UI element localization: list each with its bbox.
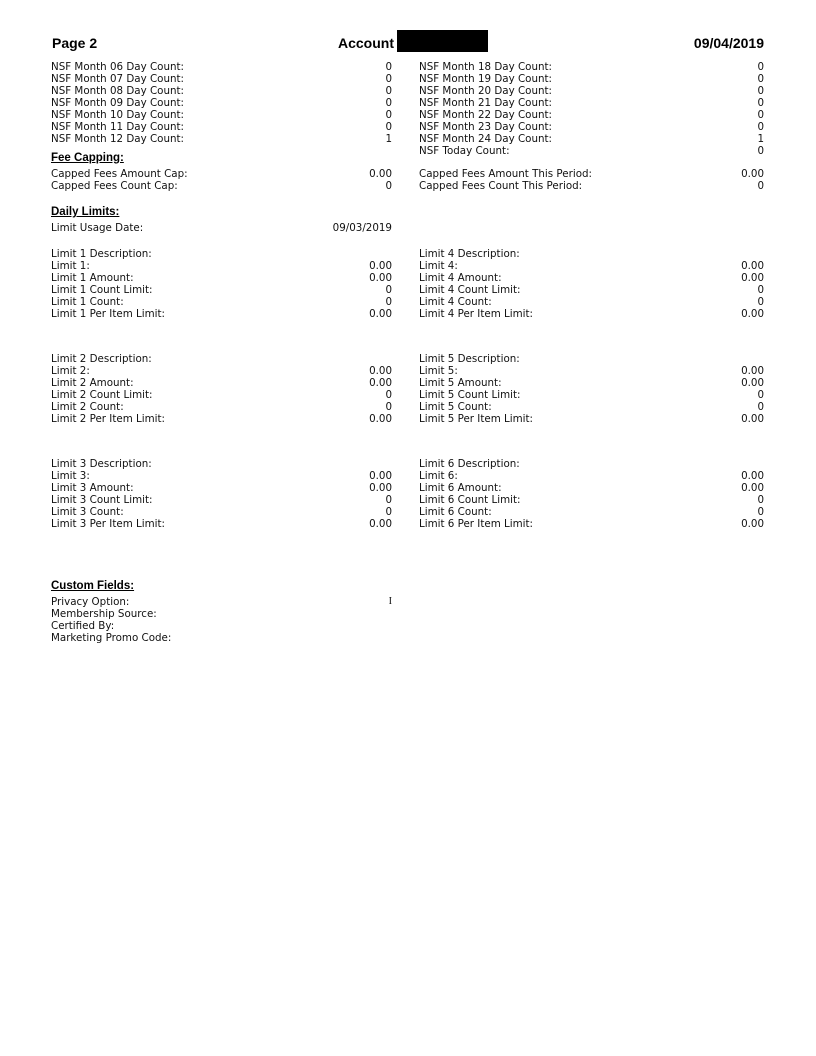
nsf-label: NSF Month 12 Day Count:: [51, 133, 185, 145]
fee-cap-period-label: Capped Fees Count This Period:: [419, 180, 583, 192]
limit-usage-date-value: 09/03/2019: [332, 222, 392, 234]
nsf-label: NSF Month 24 Day Count:: [419, 133, 553, 145]
limit-label: Limit 6 Count Limit:: [419, 494, 521, 506]
daily-limits-heading: Daily Limits:: [51, 206, 120, 218]
limit-label: Limit 2:: [51, 365, 90, 377]
limit-label: Limit 1 Amount:: [51, 272, 134, 284]
limit-label: Limit 4 Description:: [419, 248, 520, 260]
nsf-label: NSF Month 19 Day Count:: [419, 73, 553, 85]
limit-value: 0: [757, 494, 764, 506]
limit-label: Limit 2 Per Item Limit:: [51, 413, 166, 425]
limit-value: 0: [385, 284, 392, 296]
nsf-label: NSF Month 09 Day Count:: [51, 97, 185, 109]
nsf-value: 0: [757, 97, 764, 109]
custom-field-label: Privacy Option:: [51, 596, 130, 608]
nsf-value: 0: [385, 61, 392, 73]
limit-value: 0: [757, 296, 764, 308]
fee-cap-period-value: 0: [757, 180, 764, 192]
fee-cap-period-value: 0.00: [741, 168, 764, 180]
nsf-label: NSF Month 06 Day Count:: [51, 61, 185, 73]
account-label: Account: [338, 35, 394, 51]
custom-field-label: Certified By:: [51, 620, 115, 632]
nsf-value: 0: [757, 73, 764, 85]
nsf-label: NSF Month 07 Day Count:: [51, 73, 185, 85]
limit-label: Limit 6 Count:: [419, 506, 492, 518]
limit-value: 0.00: [741, 413, 764, 425]
custom-field-label: Marketing Promo Code:: [51, 632, 172, 644]
nsf-label: NSF Month 11 Day Count:: [51, 121, 185, 133]
nsf-label: NSF Month 18 Day Count:: [419, 61, 553, 73]
limit-label: Limit 5 Amount:: [419, 377, 502, 389]
limit-label: Limit 1 Description:: [51, 248, 152, 260]
limit-value: 0.00: [741, 482, 764, 494]
limit-value: 0.00: [741, 308, 764, 320]
limit-label: Limit 6 Per Item Limit:: [419, 518, 534, 530]
limit-label: Limit 1 Per Item Limit:: [51, 308, 166, 320]
limit-value: 0.00: [369, 470, 392, 482]
limit-label: Limit 5 Per Item Limit:: [419, 413, 534, 425]
limit-value: 0.00: [369, 377, 392, 389]
page-number: Page 2: [52, 35, 98, 51]
limit-label: Limit 3:: [51, 470, 90, 482]
fee-cap-period-label: Capped Fees Amount This Period:: [419, 168, 593, 180]
nsf-value: 0: [757, 61, 764, 73]
limit-label: Limit 3 Description:: [51, 458, 152, 470]
limit-label: Limit 2 Count Limit:: [51, 389, 153, 401]
fee-cap-label: Capped Fees Amount Cap:: [51, 168, 188, 180]
limit-value: 0.00: [369, 365, 392, 377]
limit-value: 0.00: [369, 413, 392, 425]
limit-value: 0.00: [369, 308, 392, 320]
limit-label: Limit 1:: [51, 260, 90, 272]
nsf-value: 0: [385, 73, 392, 85]
limit-value: 0: [757, 506, 764, 518]
limit-label: Limit 4 Count:: [419, 296, 492, 308]
limit-value: 0: [757, 389, 764, 401]
limit-label: Limit 2 Count:: [51, 401, 124, 413]
nsf-value: 0: [385, 121, 392, 133]
limit-label: Limit 3 Per Item Limit:: [51, 518, 166, 530]
limit-value: 0.00: [741, 365, 764, 377]
limit-value: 0.00: [369, 272, 392, 284]
custom-field-label: Membership Source:: [51, 608, 157, 620]
limit-value: 0: [385, 401, 392, 413]
report-date: 09/04/2019: [693, 35, 764, 51]
redaction-bar: [397, 30, 488, 52]
limit-label: Limit 4 Amount:: [419, 272, 502, 284]
limit-value: 0.00: [369, 518, 392, 530]
limit-label: Limit 1 Count Limit:: [51, 284, 153, 296]
limit-value: 0.00: [741, 377, 764, 389]
limit-label: Limit 6:: [419, 470, 458, 482]
limit-value: 0: [385, 506, 392, 518]
limit-value: 0.00: [741, 518, 764, 530]
nsf-value: 0: [757, 145, 764, 157]
nsf-value: 0: [757, 121, 764, 133]
custom-field-value: I: [388, 596, 392, 607]
limit-label: Limit 3 Count Limit:: [51, 494, 153, 506]
nsf-label: NSF Month 20 Day Count:: [419, 85, 553, 97]
nsf-label: NSF Today Count:: [419, 145, 510, 157]
nsf-value: 1: [757, 133, 764, 145]
limit-usage-date-label: Limit Usage Date:: [51, 222, 144, 234]
fee-cap-label: Capped Fees Count Cap:: [51, 180, 178, 192]
limit-label: Limit 5 Description:: [419, 353, 520, 365]
limit-label: Limit 5 Count:: [419, 401, 492, 413]
limit-value: 0: [757, 401, 764, 413]
limit-label: Limit 6 Description:: [419, 458, 520, 470]
limit-label: Limit 1 Count:: [51, 296, 124, 308]
nsf-label: NSF Month 22 Day Count:: [419, 109, 553, 121]
limit-value: 0: [385, 296, 392, 308]
fee-cap-value: 0.00: [369, 168, 392, 180]
nsf-label: NSF Month 08 Day Count:: [51, 85, 185, 97]
limit-label: Limit 2 Description:: [51, 353, 152, 365]
limit-label: Limit 4:: [419, 260, 458, 272]
nsf-value: 0: [385, 85, 392, 97]
nsf-value: 0: [385, 109, 392, 121]
nsf-value: 0: [385, 97, 392, 109]
nsf-label: NSF Month 10 Day Count:: [51, 109, 185, 121]
limit-label: Limit 6 Amount:: [419, 482, 502, 494]
nsf-value: 0: [757, 109, 764, 121]
fee-capping-heading: Fee Capping:: [51, 152, 124, 164]
limit-label: Limit 5 Count Limit:: [419, 389, 521, 401]
limit-value: 0.00: [741, 470, 764, 482]
nsf-value: 0: [757, 85, 764, 97]
limit-value: 0.00: [741, 272, 764, 284]
limit-value: 0: [757, 284, 764, 296]
fee-cap-value: 0: [385, 180, 392, 192]
limit-value: 0: [385, 494, 392, 506]
custom-fields-heading: Custom Fields:: [51, 580, 135, 592]
limit-label: Limit 2 Amount:: [51, 377, 134, 389]
nsf-value: 1: [385, 133, 392, 145]
nsf-label: NSF Month 23 Day Count:: [419, 121, 553, 133]
limit-value: 0.00: [741, 260, 764, 272]
limit-value: 0.00: [369, 260, 392, 272]
limit-label: Limit 3 Count:: [51, 506, 124, 518]
limit-value: 0: [385, 389, 392, 401]
limit-label: Limit 3 Amount:: [51, 482, 134, 494]
limit-label: Limit 4 Count Limit:: [419, 284, 521, 296]
limit-label: Limit 5:: [419, 365, 458, 377]
limit-value: 0.00: [369, 482, 392, 494]
limit-label: Limit 4 Per Item Limit:: [419, 308, 534, 320]
nsf-label: NSF Month 21 Day Count:: [419, 97, 553, 109]
